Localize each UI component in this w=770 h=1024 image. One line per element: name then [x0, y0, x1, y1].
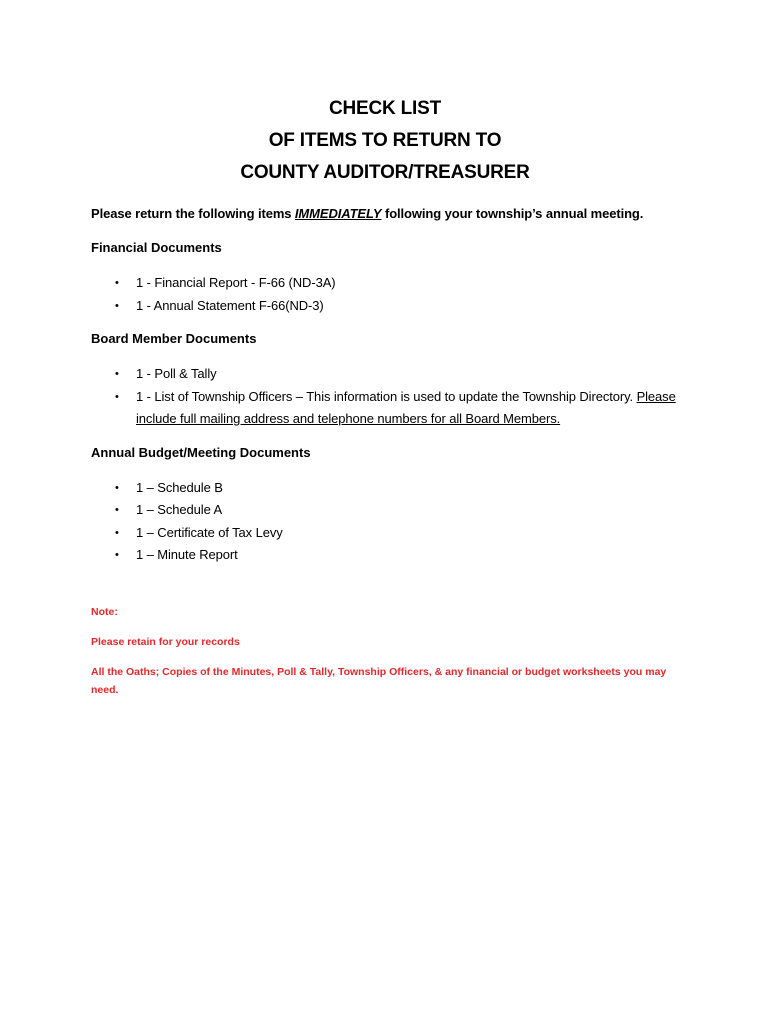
list-item	[91, 477, 691, 500]
note-line-1: Please retain for your records	[91, 635, 240, 648]
list-item-text: 1 - Financial Report - F-66 (ND-3A)	[136, 275, 336, 290]
list-item-text: 1 - List of Township Officers – This information is used to update the Township Directory.	[136, 388, 637, 404]
financial-documents-heading: Financial Documents	[91, 240, 222, 255]
list-item-text: 1 - Poll & Tally	[136, 366, 217, 381]
note-section	[91, 603, 691, 699]
list-item-text: 1 – Certificate of Tax Levy	[136, 524, 283, 540]
list-item	[91, 363, 691, 386]
board-member-documents-heading: Board Member Documents	[91, 331, 257, 346]
list-item-text: 1 – Schedule A	[136, 502, 223, 517]
bullet-icon: •	[115, 277, 119, 289]
document-title	[0, 93, 770, 189]
list-item	[91, 544, 691, 567]
bullet-icon: •	[115, 368, 119, 380]
note-line-2: All the Oaths; Copies of the Minutes, Poll & Tally, Township Officers, & any financial or budget worksheets you may need.	[91, 665, 667, 696]
annual-budget-documents-list	[91, 477, 691, 567]
bullet-icon: •	[115, 504, 119, 516]
list-item	[91, 272, 691, 295]
bullet-icon: •	[115, 390, 119, 403]
document-body	[91, 204, 691, 711]
title-line-2: OF ITEMS TO RETURN TO	[268, 130, 502, 151]
intro-text-after: following your township’s annual meeting.	[381, 206, 644, 221]
list-item	[91, 499, 691, 522]
intro-text-before: Please return the following items	[91, 206, 295, 221]
intro-emphasis: IMMEDIATELY	[294, 206, 382, 221]
list-item	[91, 295, 691, 318]
title-line-1: CHECK LIST	[328, 98, 441, 119]
bullet-icon: •	[115, 549, 119, 561]
title-line-3: COUNTY AUDITOR/TREASURER	[240, 162, 530, 183]
note-label: Note:	[91, 605, 118, 618]
financial-documents-list	[91, 272, 691, 317]
bullet-icon: •	[115, 299, 119, 312]
annual-budget-documents-heading: Annual Budget/Meeting Documents	[91, 444, 311, 460]
list-item	[91, 386, 691, 431]
board-member-documents-list	[91, 363, 691, 431]
bullet-icon: •	[115, 481, 119, 494]
list-item-text: 1 – Schedule B	[136, 479, 223, 495]
list-item	[91, 522, 691, 545]
list-item-text: 1 – Minute Report	[136, 547, 238, 562]
intro-paragraph	[91, 204, 691, 224]
bullet-icon: •	[115, 526, 119, 539]
list-item-text: 1 - Annual Statement F-66(ND-3)	[136, 297, 324, 313]
list-item-underlined-text: Please include full mailing address and telephone numbers for all Board Members.	[136, 388, 676, 426]
